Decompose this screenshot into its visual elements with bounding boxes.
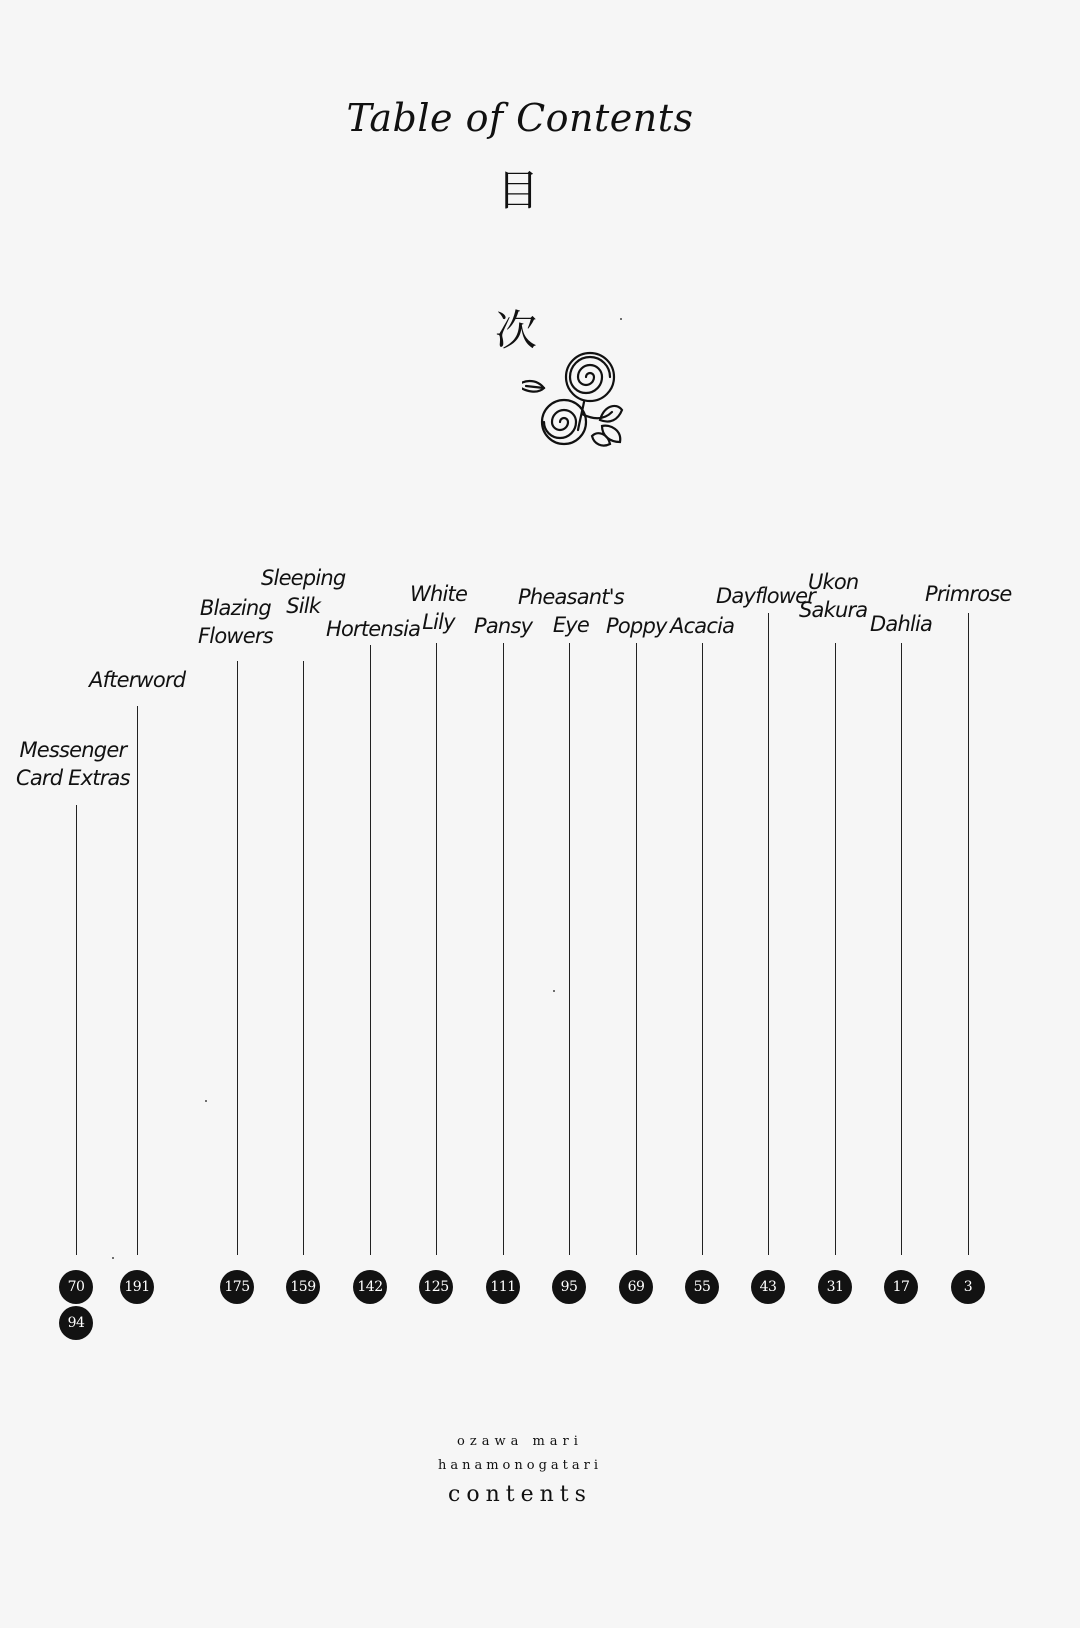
- chapter-title: [261, 564, 345, 620]
- kanji-tsugi: 次: [495, 306, 538, 355]
- chapter-title-line: Ukon: [807, 570, 859, 594]
- chapter-title-line: Sleeping: [261, 566, 346, 590]
- page-number-badge: 55: [685, 1270, 719, 1304]
- chapter-leader-line: [901, 643, 902, 1255]
- page-number-badge: 70: [59, 1270, 93, 1304]
- page-number-badge: 31: [818, 1270, 852, 1304]
- colophon-series: hanamonogatari: [437, 1458, 603, 1473]
- paper-speck: [205, 1100, 207, 1102]
- chapter-leader-line: [968, 613, 969, 1255]
- page-number-badge: 111: [486, 1270, 520, 1304]
- chapter-title-line: Pheasant's: [518, 585, 624, 609]
- paper-speck: [112, 1257, 114, 1259]
- chapter-title: [474, 612, 532, 640]
- chapter-title-line: Silk: [286, 594, 321, 618]
- chapter-title-line: Eye: [552, 613, 590, 637]
- chapter-title-line: Acacia: [670, 614, 735, 638]
- page-number-badge: 43: [751, 1270, 785, 1304]
- chapter-leader-line: [636, 643, 637, 1255]
- colophon-contents: contents: [448, 1482, 592, 1507]
- chapter-title-line: Poppy: [606, 614, 667, 638]
- chapter-title-line: Flowers: [198, 624, 273, 648]
- chapter-leader-line: [137, 706, 138, 1255]
- chapter-leader-line: [835, 643, 836, 1255]
- chapter-leader-line: [569, 643, 570, 1255]
- chapter-title-line: Dahlia: [870, 612, 933, 636]
- chapter-title: [670, 612, 734, 640]
- flower-illustration-icon: [522, 350, 642, 460]
- chapter-title-line: Hortensia: [326, 617, 421, 641]
- chapter-title-line: Card Extras: [16, 766, 130, 790]
- colophon-author: ozawa mari: [457, 1434, 583, 1449]
- chapter-leader-line: [702, 643, 703, 1255]
- chapter-leader-line: [503, 643, 504, 1255]
- chapter-leader-line: [436, 643, 437, 1255]
- chapter-title-line: Messenger: [19, 738, 127, 762]
- chapter-title-line: Blazing: [199, 596, 271, 620]
- chapter-title: [198, 594, 273, 650]
- chapter-title: [925, 580, 1012, 608]
- chapter-title-line: White: [410, 582, 468, 606]
- paper-speck: [620, 318, 622, 320]
- chapter-leader-line: [76, 805, 77, 1255]
- page-number-badge: 191: [120, 1270, 154, 1304]
- chapter-leader-line: [303, 661, 304, 1255]
- chapter-title-line: Dayflower: [716, 584, 816, 608]
- chapter-title-line: Lily: [422, 610, 455, 634]
- page-number-badge: 125: [419, 1270, 453, 1304]
- page-number-badge: 159: [286, 1270, 320, 1304]
- chapter-leader-line: [370, 645, 371, 1255]
- chapter-title: [89, 666, 185, 694]
- chapter-title: [716, 582, 815, 610]
- paper-speck: [553, 990, 555, 992]
- page-number-badge: 142: [353, 1270, 387, 1304]
- page-number-badge: 69: [619, 1270, 653, 1304]
- chapter-title: [870, 610, 932, 638]
- page-number-badge: 3: [951, 1270, 985, 1304]
- chapter-title: [16, 736, 130, 792]
- chapter-title-line: Primrose: [925, 582, 1012, 606]
- page-number-badge-extra: 94: [59, 1306, 93, 1340]
- chapter-leader-line: [237, 661, 238, 1255]
- chapter-title-line: Sakura: [799, 598, 868, 622]
- page-number-badge: 175: [220, 1270, 254, 1304]
- kanji-moku: 目: [497, 166, 540, 215]
- page-title: Table of Contents: [346, 96, 694, 140]
- chapter-title-line: Afterword: [89, 668, 186, 692]
- page-number-badge: 17: [884, 1270, 918, 1304]
- chapter-title: [518, 583, 624, 639]
- chapter-leader-line: [768, 613, 769, 1255]
- chapter-title-line: Pansy: [474, 614, 533, 638]
- page-number-badge: 95: [552, 1270, 586, 1304]
